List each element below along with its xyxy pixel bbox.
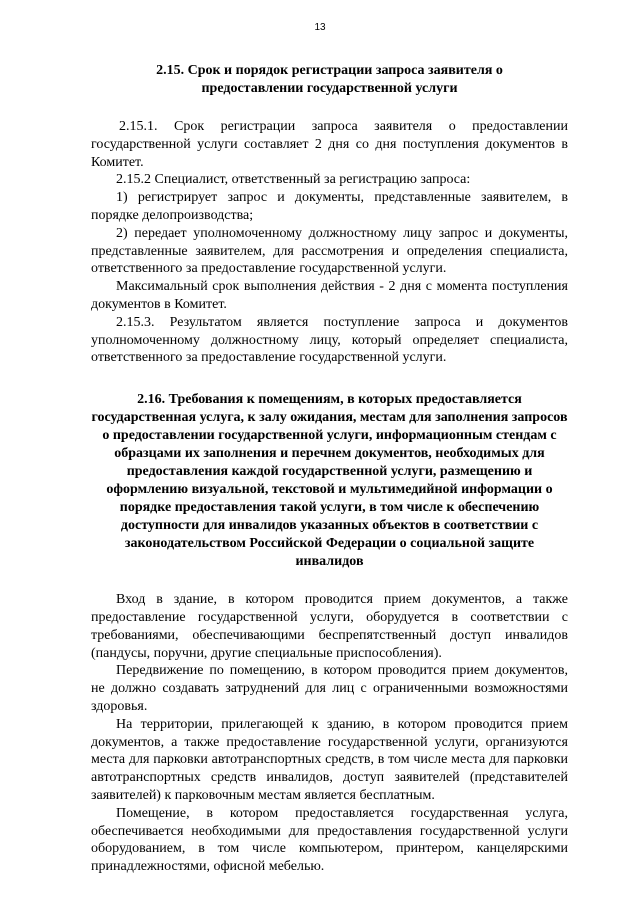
paragraph-2-15-2-item-2: 2) передает уполномоченному должностному лицу запрос и документы, представленные заявителем, для рассмотрения и определения специалиста, ответственного за предоставление государственной услуги.: [91, 225, 568, 277]
paragraph-building-entrance: Вход в здание, в котором проводится прием документов, а также предоставление государственной услуги, оборудуется в соответствии с требованиями, обеспечивающими беспрепятственный доступ инвалидов (пандусы, поручни, другие специальные приспособления).: [91, 592, 568, 661]
paragraph-max-term: Максимальный срок выполнения действия - 2 дня с момента поступления документов в Комитет.: [91, 279, 568, 312]
section-2-15-body: [91, 118, 568, 367]
paragraph-2-15-2: 2.15.2 Специалист, ответственный за регистрацию запроса:: [116, 172, 471, 188]
section-2-16-body: [91, 591, 568, 876]
section-2-16-title: 2.16. Требования к помещениям, в которых предоставляется государственная услуга, к залу ожидания, местам для заполнения запросов о предоставлении государственной услуги, информационным стендам с образцами их заполнения и перечнем документов, необходимых для предоставления каждой государственной услуги, размещению и оформлению визуальной, текстовой и мультимедийной информации о порядке предоставления такой услуги, в том числе к обеспечению доступности для инвалидов указанных объектов в соответствии с законодательством Российской Федерации о социальной защите инвалидов: [91, 392, 568, 570]
paragraph-2-15-3: 2.15.3. Результатом является поступление запроса и документов уполномоченному должностному лицу, который определяет специалиста, ответственного за предоставление государственной услуги.: [91, 314, 568, 366]
page-number: 13: [314, 22, 326, 33]
section-2-15-title: 2.15. Срок и порядок регистрации запроса заявителя о предоставлении государственной услуги: [156, 63, 503, 96]
paragraph-parking: На территории, прилегающей к зданию, в котором проводится прием документов, а также предоставление государственной услуги, организуются места для парковки автотранспортных средств, в том числе места для парковки автотранспортных средств инвалидов, доступ заявителей (представителей заявителей) к парковочным местам является бесплатным.: [91, 716, 568, 803]
paragraph-2-15-2-item-1: 1) регистрирует запрос и документы, представленные заявителем, в порядке делопроизводства;: [91, 190, 568, 223]
paragraph-equipment: Помещение, в котором предоставляется государственная услуга, обеспечивается необходимыми для предоставления государственной услуги оборудованием, в том числе компьютером, принтером, канцелярскими принадлежностями, офисной мебелью.: [91, 805, 568, 875]
document-body: [91, 62, 568, 876]
paragraph-movement: Передвижение по помещению, в котором проводится прием документов, не должно создавать затруднений для лиц с ограниченными возможностями здоровья.: [91, 663, 568, 714]
paragraph-2-15-1: 2.15.1. Срок регистрации запроса заявителя о предоставлении государственной услуги составляет 2 дня со дня поступления документов в Комитет.: [91, 119, 568, 170]
